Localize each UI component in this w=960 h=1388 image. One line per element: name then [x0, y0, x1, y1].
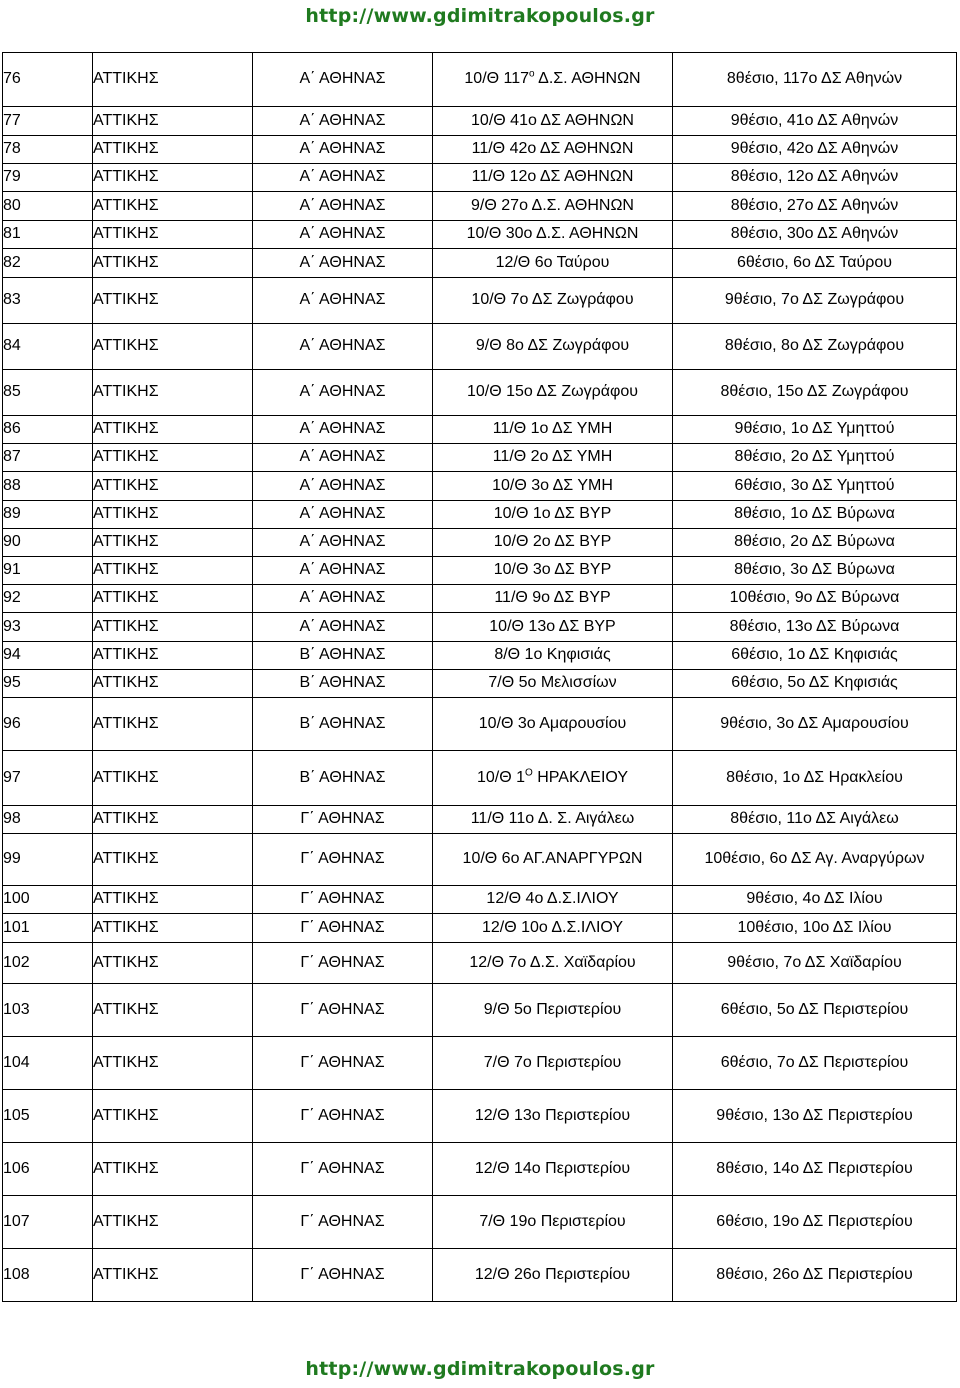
table-row [3, 984, 957, 1037]
row-number: 87 [3, 444, 93, 472]
current-school-cell: 12/Θ 4ο Δ.Σ.ΙΛΙΟΥ [433, 886, 673, 914]
table-row [3, 107, 957, 136]
current-school-cell: 12/Θ 14ο Περιστερίου [433, 1143, 673, 1196]
region-cell: ΑΤΤΙΚΗΣ [93, 984, 253, 1037]
region-cell: ΑΤΤΙΚΗΣ [93, 806, 253, 834]
current-school-cell: 12/Θ 13ο Περιστερίου [433, 1090, 673, 1143]
directorate-cell: Β΄ ΑΘΗΝΑΣ [253, 670, 433, 698]
converted-school-cell: 6θέσιο, 1ο ΔΣ Κηφισιάς [673, 642, 957, 670]
table-row [3, 164, 957, 192]
row-number: 88 [3, 472, 93, 501]
directorate-cell: Α΄ ΑΘΗΝΑΣ [253, 107, 433, 136]
row-number: 92 [3, 585, 93, 613]
row-number: 100 [3, 886, 93, 914]
region-cell: ΑΤΤΙΚΗΣ [93, 1143, 253, 1196]
converted-school-cell: 8θέσιο, 117ο ΔΣ Αθηνών [673, 53, 957, 107]
directorate-cell: Γ΄ ΑΘΗΝΑΣ [253, 943, 433, 984]
region-cell: ΑΤΤΙΚΗΣ [93, 698, 253, 751]
current-school-cell: 11/Θ 11ο Δ. Σ. Αιγάλεω [433, 806, 673, 834]
row-number: 81 [3, 221, 93, 249]
table-row [3, 698, 957, 751]
row-number: 93 [3, 613, 93, 642]
directorate-cell: Γ΄ ΑΘΗΝΑΣ [253, 806, 433, 834]
row-number: 102 [3, 943, 93, 984]
converted-school-cell: 6θέσιο, 5ο ΔΣ Περιστερίου [673, 984, 957, 1037]
table-row [3, 192, 957, 221]
row-number: 80 [3, 192, 93, 221]
directorate-cell: Γ΄ ΑΘΗΝΑΣ [253, 1249, 433, 1302]
table-row [3, 1249, 957, 1302]
table-row [3, 416, 957, 444]
current-school-cell: 12/Θ 26ο Περιστερίου [433, 1249, 673, 1302]
table-row [3, 1090, 957, 1143]
converted-school-cell: 8θέσιο, 15ο ΔΣ Ζωγράφου [673, 370, 957, 416]
row-number: 94 [3, 642, 93, 670]
row-number: 105 [3, 1090, 93, 1143]
table-row [3, 1196, 957, 1249]
directorate-cell: Α΄ ΑΘΗΝΑΣ [253, 249, 433, 278]
region-cell: ΑΤΤΙΚΗΣ [93, 670, 253, 698]
directorate-cell: Α΄ ΑΘΗΝΑΣ [253, 501, 433, 529]
converted-school-cell: 6θέσιο, 5ο ΔΣ Κηφισιάς [673, 670, 957, 698]
row-number: 84 [3, 324, 93, 370]
region-cell: ΑΤΤΙΚΗΣ [93, 221, 253, 249]
current-school-cell [433, 751, 673, 806]
region-cell: ΑΤΤΙΚΗΣ [93, 278, 253, 324]
row-number: 101 [3, 914, 93, 943]
row-number: 85 [3, 370, 93, 416]
region-cell: ΑΤΤΙΚΗΣ [93, 886, 253, 914]
region-cell: ΑΤΤΙΚΗΣ [93, 585, 253, 613]
current-school-cell: 9/Θ 27ο Δ.Σ. ΑΘΗΝΩΝ [433, 192, 673, 221]
directorate-cell: Α΄ ΑΘΗΝΑΣ [253, 585, 433, 613]
row-number: 91 [3, 557, 93, 585]
region-cell: ΑΤΤΙΚΗΣ [93, 557, 253, 585]
current-school-text-rest: ΗΡΑΚΛΕΙΟΥ [532, 768, 629, 786]
directorate-cell: Α΄ ΑΘΗΝΑΣ [253, 416, 433, 444]
current-school-cell: 10/Θ 2ο ΔΣ ΒΥΡ [433, 529, 673, 557]
table-row [3, 53, 957, 107]
directorate-cell: Α΄ ΑΘΗΝΑΣ [253, 221, 433, 249]
row-number: 98 [3, 806, 93, 834]
directorate-cell: Γ΄ ΑΘΗΝΑΣ [253, 1037, 433, 1090]
region-cell: ΑΤΤΙΚΗΣ [93, 834, 253, 886]
row-number: 90 [3, 529, 93, 557]
current-school-cell: 10/Θ 7ο ΔΣ Ζωγράφου [433, 278, 673, 324]
table-row [3, 370, 957, 416]
current-school-cell: 9/Θ 8ο ΔΣ Ζωγράφου [433, 324, 673, 370]
row-number: 108 [3, 1249, 93, 1302]
directorate-cell: Α΄ ΑΘΗΝΑΣ [253, 278, 433, 324]
schools-table-body [3, 53, 957, 1302]
directorate-cell: Β΄ ΑΘΗΝΑΣ [253, 642, 433, 670]
table-row [3, 249, 957, 278]
region-cell: ΑΤΤΙΚΗΣ [93, 1090, 253, 1143]
row-number: 78 [3, 136, 93, 164]
directorate-cell: Α΄ ΑΘΗΝΑΣ [253, 164, 433, 192]
converted-school-cell: 9θέσιο, 42ο ΔΣ Αθηνών [673, 136, 957, 164]
table-row [3, 943, 957, 984]
converted-school-cell: 9θέσιο, 7ο ΔΣ Χαϊδαρίου [673, 943, 957, 984]
current-school-text: 10/Θ 117 [464, 70, 530, 88]
region-cell: ΑΤΤΙΚΗΣ [93, 136, 253, 164]
row-number: 79 [3, 164, 93, 192]
table-row [3, 501, 957, 529]
converted-school-cell: 8θέσιο, 12ο ΔΣ Αθηνών [673, 164, 957, 192]
current-school-cell: 10/Θ 1ο ΔΣ ΒΥΡ [433, 501, 673, 529]
converted-school-cell: 8θέσιο, 2ο ΔΣ Βύρωνα [673, 529, 957, 557]
table-row [3, 642, 957, 670]
table-row [3, 670, 957, 698]
current-school-cell: 7/Θ 7ο Περιστερίου [433, 1037, 673, 1090]
directorate-cell: Γ΄ ΑΘΗΝΑΣ [253, 1196, 433, 1249]
table-row [3, 557, 957, 585]
converted-school-cell: 6θέσιο, 19ο ΔΣ Περιστερίου [673, 1196, 957, 1249]
ordinal-superscript: Ο [525, 767, 533, 779]
table-row [3, 834, 957, 886]
converted-school-cell: 8θέσιο, 1ο ΔΣ Βύρωνα [673, 501, 957, 529]
row-number: 77 [3, 107, 93, 136]
converted-school-cell: 10θέσιο, 6ο ΔΣ Αγ. Αναργύρων [673, 834, 957, 886]
region-cell: ΑΤΤΙΚΗΣ [93, 1037, 253, 1090]
directorate-cell: Β΄ ΑΘΗΝΑΣ [253, 751, 433, 806]
current-school-cell: 11/Θ 12ο ΔΣ ΑΘΗΝΩΝ [433, 164, 673, 192]
row-number: 99 [3, 834, 93, 886]
directorate-cell: Α΄ ΑΘΗΝΑΣ [253, 192, 433, 221]
region-cell: ΑΤΤΙΚΗΣ [93, 249, 253, 278]
directorate-cell: Α΄ ΑΘΗΝΑΣ [253, 472, 433, 501]
converted-school-cell: 9θέσιο, 13ο ΔΣ Περιστερίου [673, 1090, 957, 1143]
converted-school-cell: 8θέσιο, 27ο ΔΣ Αθηνών [673, 192, 957, 221]
region-cell: ΑΤΤΙΚΗΣ [93, 107, 253, 136]
region-cell: ΑΤΤΙΚΗΣ [93, 324, 253, 370]
converted-school-cell: 6θέσιο, 6ο ΔΣ Ταύρου [673, 249, 957, 278]
region-cell: ΑΤΤΙΚΗΣ [93, 164, 253, 192]
table-row [3, 136, 957, 164]
table-row [3, 529, 957, 557]
converted-school-cell: 9θέσιο, 3ο ΔΣ Αμαρουσίου [673, 698, 957, 751]
current-school-cell: 10/Θ 13ο ΔΣ ΒΥΡ [433, 613, 673, 642]
current-school-cell: 10/Θ 15ο ΔΣ Ζωγράφου [433, 370, 673, 416]
directorate-cell: Γ΄ ΑΘΗΝΑΣ [253, 1143, 433, 1196]
current-school-cell: 11/Θ 9ο ΔΣ ΒΥΡ [433, 585, 673, 613]
converted-school-cell: 9θέσιο, 41ο ΔΣ Αθηνών [673, 107, 957, 136]
current-school-cell: 10/Θ 3ο ΔΣ ΥΜΗ [433, 472, 673, 501]
converted-school-cell: 8θέσιο, 1ο ΔΣ Ηρακλείου [673, 751, 957, 806]
region-cell: ΑΤΤΙΚΗΣ [93, 370, 253, 416]
converted-school-cell: 6θέσιο, 7ο ΔΣ Περιστερίου [673, 1037, 957, 1090]
table-row [3, 472, 957, 501]
current-school-cell: 9/Θ 5ο Περιστερίου [433, 984, 673, 1037]
directorate-cell: Α΄ ΑΘΗΝΑΣ [253, 53, 433, 107]
current-school-cell: 12/Θ 7ο Δ.Σ. Χαϊδαρίου [433, 943, 673, 984]
directorate-cell: Γ΄ ΑΘΗΝΑΣ [253, 834, 433, 886]
directorate-cell: Α΄ ΑΘΗΝΑΣ [253, 444, 433, 472]
row-number: 86 [3, 416, 93, 444]
converted-school-cell: 8θέσιο, 26ο ΔΣ Περιστερίου [673, 1249, 957, 1302]
current-school-text-rest: Δ.Σ. ΑΘΗΝΩΝ [534, 70, 641, 88]
converted-school-cell: 8θέσιο, 13ο ΔΣ Βύρωνα [673, 613, 957, 642]
row-number: 107 [3, 1196, 93, 1249]
row-number: 82 [3, 249, 93, 278]
region-cell: ΑΤΤΙΚΗΣ [93, 416, 253, 444]
row-number: 106 [3, 1143, 93, 1196]
directorate-cell: Γ΄ ΑΘΗΝΑΣ [253, 984, 433, 1037]
converted-school-cell: 8θέσιο, 2ο ΔΣ Υμηττού [673, 444, 957, 472]
table-row [3, 221, 957, 249]
row-number: 76 [3, 53, 93, 107]
current-school-cell: 12/Θ 10ο Δ.Σ.ΙΛΙΟΥ [433, 914, 673, 943]
region-cell: ΑΤΤΙΚΗΣ [93, 943, 253, 984]
region-cell: ΑΤΤΙΚΗΣ [93, 444, 253, 472]
converted-school-cell: 10θέσιο, 9ο ΔΣ Βύρωνα [673, 585, 957, 613]
converted-school-cell: 6θέσιο, 3ο ΔΣ Υμηττού [673, 472, 957, 501]
converted-school-cell: 10θέσιο, 10ο ΔΣ Ιλίου [673, 914, 957, 943]
current-school-cell: 8/Θ 1ο Κηφισιάς [433, 642, 673, 670]
region-cell: ΑΤΤΙΚΗΣ [93, 1249, 253, 1302]
current-school-cell [433, 53, 673, 107]
ordinal-superscript: ο [529, 68, 535, 80]
directorate-cell: Γ΄ ΑΘΗΝΑΣ [253, 886, 433, 914]
table-row [3, 914, 957, 943]
converted-school-cell: 8θέσιο, 30ο ΔΣ Αθηνών [673, 221, 957, 249]
directorate-cell: Α΄ ΑΘΗΝΑΣ [253, 529, 433, 557]
current-school-cell: 7/Θ 19ο Περιστερίου [433, 1196, 673, 1249]
table-row [3, 1143, 957, 1196]
directorate-cell: Γ΄ ΑΘΗΝΑΣ [253, 1090, 433, 1143]
site-url-header[interactable]: http://www.gdimitrakopoulos.gr [305, 5, 655, 27]
region-cell: ΑΤΤΙΚΗΣ [93, 53, 253, 107]
table-row [3, 751, 957, 806]
directorate-cell: Β΄ ΑΘΗΝΑΣ [253, 698, 433, 751]
row-number: 89 [3, 501, 93, 529]
converted-school-cell: 9θέσιο, 1ο ΔΣ Υμηττού [673, 416, 957, 444]
schools-table [2, 52, 957, 1302]
current-school-cell: 10/Θ 3ο ΔΣ ΒΥΡ [433, 557, 673, 585]
region-cell: ΑΤΤΙΚΗΣ [93, 192, 253, 221]
converted-school-cell: 9θέσιο, 4ο ΔΣ Ιλίου [673, 886, 957, 914]
row-number: 83 [3, 278, 93, 324]
converted-school-cell: 8θέσιο, 3ο ΔΣ Βύρωνα [673, 557, 957, 585]
row-number: 96 [3, 698, 93, 751]
table-row [3, 444, 957, 472]
current-school-cell: 10/Θ 3ο Αμαρουσίου [433, 698, 673, 751]
directorate-cell: Α΄ ΑΘΗΝΑΣ [253, 613, 433, 642]
directorate-cell: Α΄ ΑΘΗΝΑΣ [253, 136, 433, 164]
converted-school-cell: 8θέσιο, 11ο ΔΣ Αιγάλεω [673, 806, 957, 834]
current-school-cell: 10/Θ 6ο ΑΓ.ΑΝΑΡΓΥΡΩΝ [433, 834, 673, 886]
region-cell: ΑΤΤΙΚΗΣ [93, 1196, 253, 1249]
region-cell: ΑΤΤΙΚΗΣ [93, 751, 253, 806]
current-school-cell: 10/Θ 30ο Δ.Σ. ΑΘΗΝΩΝ [433, 221, 673, 249]
region-cell: ΑΤΤΙΚΗΣ [93, 642, 253, 670]
current-school-cell: 10/Θ 41ο ΔΣ ΑΘΗΝΩΝ [433, 107, 673, 136]
region-cell: ΑΤΤΙΚΗΣ [93, 501, 253, 529]
current-school-cell: 11/Θ 1ο ΔΣ ΥΜΗ [433, 416, 673, 444]
directorate-cell: Γ΄ ΑΘΗΝΑΣ [253, 914, 433, 943]
table-row [3, 278, 957, 324]
row-number: 95 [3, 670, 93, 698]
converted-school-cell: 8θέσιο, 14ο ΔΣ Περιστερίου [673, 1143, 957, 1196]
converted-school-cell: 9θέσιο, 7ο ΔΣ Ζωγράφου [673, 278, 957, 324]
row-number: 97 [3, 751, 93, 806]
current-school-cell: 12/Θ 6ο Ταύρου [433, 249, 673, 278]
table-row [3, 1037, 957, 1090]
directorate-cell: Α΄ ΑΘΗΝΑΣ [253, 370, 433, 416]
region-cell: ΑΤΤΙΚΗΣ [93, 529, 253, 557]
current-school-cell: 11/Θ 2ο ΔΣ ΥΜΗ [433, 444, 673, 472]
region-cell: ΑΤΤΙΚΗΣ [93, 613, 253, 642]
directorate-cell: Α΄ ΑΘΗΝΑΣ [253, 557, 433, 585]
table-row [3, 806, 957, 834]
directorate-cell: Α΄ ΑΘΗΝΑΣ [253, 324, 433, 370]
region-cell: ΑΤΤΙΚΗΣ [93, 914, 253, 943]
row-number: 103 [3, 984, 93, 1037]
current-school-text: 10/Θ 1 [476, 768, 525, 786]
table-row [3, 613, 957, 642]
table-row [3, 324, 957, 370]
table-row [3, 585, 957, 613]
current-school-cell: 7/Θ 5ο Μελισσίων [433, 670, 673, 698]
current-school-cell: 11/Θ 42ο ΔΣ ΑΘΗΝΩΝ [433, 136, 673, 164]
table-row [3, 886, 957, 914]
site-url-footer[interactable]: http://www.gdimitrakopoulos.gr [305, 1358, 655, 1380]
converted-school-cell: 8θέσιο, 8ο ΔΣ Ζωγράφου [673, 324, 957, 370]
row-number: 104 [3, 1037, 93, 1090]
region-cell: ΑΤΤΙΚΗΣ [93, 472, 253, 501]
